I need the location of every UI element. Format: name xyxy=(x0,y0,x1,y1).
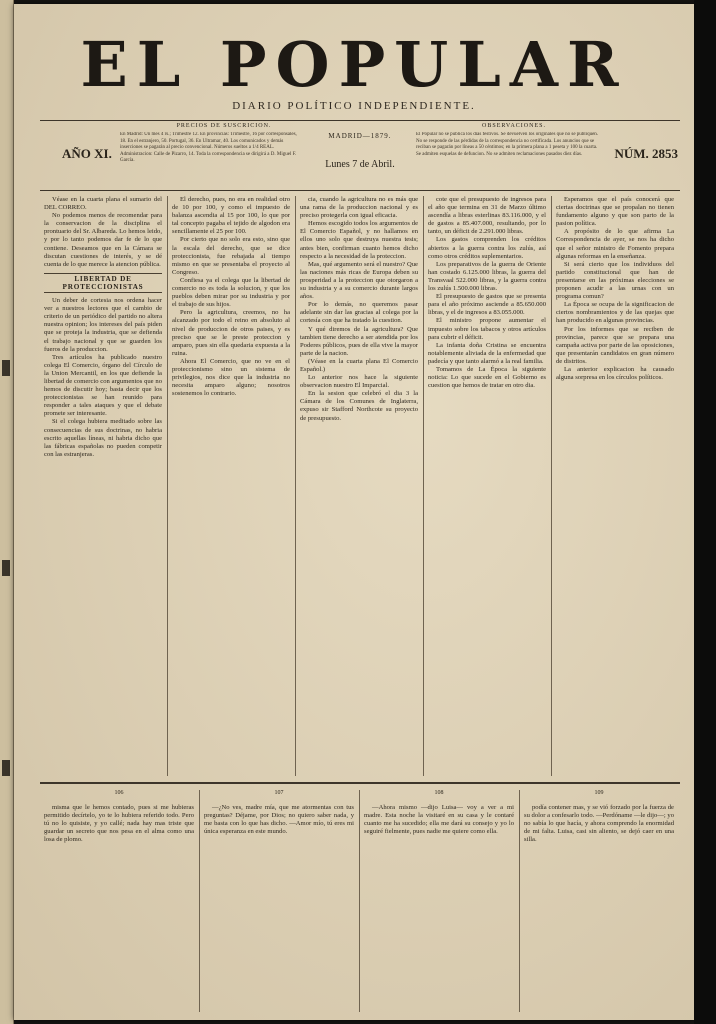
column-divider xyxy=(359,790,360,1012)
observations-text: El Popular no se publica los días festivos. Se devuelven los originales que no se publiquen. No se responde de las pérdidas de la correspondencia no certificada. Los anuncios que se reciban se pagarán por líneas a 50 céntimos; en la primera plana a 1 peseta y 100 la cuarta. Se admiten esquelas de defuncion. No se admiten reclamaciones pasados diez días. xyxy=(416,132,599,157)
masthead-title: EL POPULAR xyxy=(80,28,628,101)
article-paragraph: Si el colega hubiera meditado sobre las consecuencias de sus doctrinas, no habria escrito aquellas líneas, ni habria dicho que las fábricas españolas no pueden competir con las estranjeras. xyxy=(44,418,162,458)
folletin-page-number: 109 xyxy=(594,790,604,796)
article-paragraph: El derecho, pues, no era en realidad otro de 10 por 100, y como el impuesto de balanza ascendia al 15 por 100, lo que por tal concepto pagaba el tejido de algodon era sencillamente el 25 por 100. xyxy=(172,196,290,236)
column-divider xyxy=(519,790,520,1012)
article-paragraph: Lo anterior nos hace la siguiente observacion nuestro El Imparcial. xyxy=(300,374,418,390)
news-column-4 xyxy=(428,196,546,776)
previous-page-edge xyxy=(0,0,14,1024)
folletin-paragraph: —Ahora mismo —dijo Luisa— voy a ver a mi madre. Esta noche la visitaré en su casa y le contaré cuanto me ha sucedido; ella me dará su consejo y yo lo seguiré fielmente, pues nadie me quiere como ella. xyxy=(364,804,514,836)
issue-number: NÚM. 2853 xyxy=(614,146,678,161)
folletin-page-number: 107 xyxy=(274,790,284,796)
article-paragraph: Véase en la cuarta plana el sumario del DEL CORREO. xyxy=(44,196,162,212)
article-paragraph: cia, cuando la agricultura no es más que una rama de la produccion nacional y es preciso protegerla con igual eficacia. xyxy=(300,196,418,220)
year-label: AÑO XI. xyxy=(62,146,112,161)
columns-top-rule xyxy=(40,190,680,191)
folletin-page-number: 108 xyxy=(434,790,444,796)
column-divider xyxy=(199,790,200,1012)
news-column-2 xyxy=(172,196,290,776)
article-paragraph: La Época se ocupa de la significacion de ciertos nombramientos y de las quejas que han producido en algunas provincias. xyxy=(556,301,674,325)
news-column-1 xyxy=(44,196,162,776)
masthead-subtitle: DIARIO POLÍTICO INDEPENDIENTE. xyxy=(232,100,476,112)
place-year: MADRID—1879. xyxy=(328,132,392,140)
article-paragraph: Y qué diremos de la agricultura? Que tambien tiene derecho a ser atendida por los Poderes públicos, pues de ella vive la mayor parte de la nacion. xyxy=(300,325,418,357)
section-title: LIBERTAD DE PROTECCIONISTAS xyxy=(44,273,162,293)
article-paragraph: Esperamos que el país conocerá que ciertas doctrinas que se propalan no tienen fundamento alguno y que son parto de la pasion política. xyxy=(556,196,674,228)
article-paragraph: Si será cierto que los individuos del partido constitucional que han de presentarse en las próximas elecciones se proponen acudir a las urnas con un programa comun? xyxy=(556,260,674,301)
viewer-edge xyxy=(694,0,716,1024)
article-paragraph: Los preparativos de la guerra de Oriente han costado 6.125.000 libras, la guerra del Transvaal 522.000 libras, y la guerra contra los zulús 1.500.000 libras. xyxy=(428,260,546,293)
article-paragraph: Los gastos comprenden los créditos abiertos a la guerra contra los zulús, así como otros créditos suplementarios. xyxy=(428,236,546,260)
binding-mark xyxy=(2,760,10,776)
article-paragraph: (Véase en la cuarta plana El Comercio Español.) xyxy=(300,357,418,373)
news-column-5 xyxy=(556,196,674,776)
folletin-column-4 xyxy=(524,804,674,1014)
subscription-heading: PRECIOS DE SUSCRICION. xyxy=(176,123,272,129)
article-paragraph: La anterior explicacion ha causado alguna sorpresa en los círculos políticos. xyxy=(556,365,674,382)
issue-date: Lunes 7 de Abril. xyxy=(325,159,395,170)
article-paragraph: El presupuesto de gastos que se presenta para el año próximo asciende a 85.650.000 libras, y el de ingresos a 83.055.000. xyxy=(428,293,546,317)
article-paragraph: Tres artículos ha publicado nuestro colega El Comercio, órgano del Círculo de la Union Mercantil, en los que defiende la libertad de comercio con argumentos que no hemos de discutir hoy; basta decir que los proteccionistas se han reunido para responder a tales ataques y que el debate promete ser interesante. xyxy=(44,353,162,418)
article-paragraph: Por cierto que no solo era esto, sino que la escala del derecho, que se dice proteccionista, fue rebajada al tiempo mismo en que se presentaba el proyecto al Congreso. xyxy=(172,236,290,276)
folletin-paragraph: misma que le hemos contado, pues si me hubieras permitido decírtelo, yo te lo hubiera referido todo. Pero tú no lo quisiste, y yo callé; nada hay mas triste que guardar un secreto que nos pesa en el alma como una losa de plomo. xyxy=(44,804,194,844)
folletin-column-1 xyxy=(44,804,194,1014)
news-column-3 xyxy=(300,196,418,776)
folletin-paragraph: —¿No ves, madre mía, que me atormentas con tus preguntas? Déjame, por Dios; no quiero saber nada, y me basta con lo que has dicho. —Amor mío, tú eres mi única esperanza en este mundo. xyxy=(204,804,354,836)
article-paragraph: Ahora El Comercio, que no ve en el proteccionismo sino un sistema de privilegios, nos dice que la industria no necesita amparo alguno; nosotros sostenemos lo contrario. xyxy=(172,357,290,398)
article-paragraph: No podemos menos de recomendar para la conservacion de la disciplina el prontuario del Sr. Albareda. Lo hemos leido, y por lo tanto podemos dar fe de lo que contiene. Deseamos que en la Cámara se discutan cuestiones de interés, y se dé cuenta de lo que merece la atencion pública. xyxy=(44,212,162,268)
subscription-prices: En Madrid: Un mes 4 rs.; Trimestre 12. En provincias: Trimestre, 16 por corresponsales, 18. En el estranjero, 50. Portugal, 36. En Ultramar, 40. Los comunicados y demás inserciones se pagarán al precio convencional. Números sueltos a 1/4 REAL. Administracion: Calle de Pizarro, 14. Toda la correspondencia se dirigirá a D. Miguel F. García. xyxy=(120,132,297,163)
article-paragraph: Confiesa ya el colega que la libertad de comercio no es toda la solucion, y que los pueblos deben mirar por su industria y por el trabajo de sus hijos. xyxy=(172,276,290,309)
newspaper-page xyxy=(14,4,694,1020)
article-paragraph: Pero la agricultura, creemos, no ha alcanzado por todo el reino en absoluto al nivel de produccion de otros paises, y es preciso que se le preste proteccion y amparo, pues sin ella quedaria expuesta a la ruina. xyxy=(172,309,290,357)
article-paragraph: La infanta doña Cristina se encuentra notablemente aliviada de la enfermedad que padecía y que tanto alarmó a la real familia. xyxy=(428,341,546,365)
binding-mark xyxy=(2,360,10,376)
article-paragraph: Por lo demás, no queremos pasar adelante sin dar las gracias al colega por la cortesía con que ha tratado la cuestion. xyxy=(300,301,418,325)
folletin-paragraph: podía contener mas, y se vió forzado por la fuerza de su dolor a confesarlo todo. —Perdóname —le dijo—; yo no sabía lo que hacía, y ahora comprendo la enormidad de mi falta. Luisa, casi sin aliento, se dejó caer en una silla. xyxy=(524,804,674,844)
observations-heading: OBSERVACIONES. xyxy=(482,123,546,129)
binding-mark xyxy=(2,560,10,576)
header-rule xyxy=(40,120,680,121)
article-paragraph: Por los informes que se reciben de provincias, parece que se prepara una campaña activa por parte de las oposiciones, que presentarán candidatos en gran número de distritos. xyxy=(556,325,674,365)
article-paragraph: Tomamos de La Época la siguiente noticia: Lo que sucede en el Gobierno es cuestion que hemos de tratar en otro dia. xyxy=(428,365,546,390)
column-divider xyxy=(295,196,296,776)
article-paragraph: En la sesion que celebró el dia 3 la Cámara de los Comunes de Inglaterra, expuso sir Stafford Northcote su proyecto de presupuesto. xyxy=(300,390,418,422)
column-divider xyxy=(551,196,552,776)
column-divider xyxy=(167,196,168,776)
article-paragraph: cote que el presupuesto de ingresos para el año que termina en 31 de Marzo último ascendía a libras esterlinas 83.116.000, y el de gastos a 85.407.000, resultando, por lo tanto, un déficit de 2.291.000 libras. xyxy=(428,196,546,236)
article-paragraph: Mas, qué argumento será el nuestro? Que las naciones más ricas de Europa deben su prosperidad a la proteccion que otorgaron a su industria y a su comercio durante largos años. xyxy=(300,260,418,301)
folletin-column-2 xyxy=(204,804,354,1014)
article-paragraph: Hemos escogido todos los argumentos de El Comercio Español, y no hallamos en ellos uno solo que destruya nuestra tesis; antes bien, confirman cuanto hemos dicho respecto a la necesidad de la proteccion. xyxy=(300,220,418,260)
column-divider xyxy=(423,196,424,776)
folletin-column-3 xyxy=(364,804,514,1014)
article-paragraph: El ministro propone aumentar el impuesto sobre los tabacos y otros artículos para cubrir el déficit. xyxy=(428,317,546,341)
article-paragraph: Un deber de cortesia nos ordena hacer ver a nuestros lectores que el cambio de criterio de un periódico del partido no altera nuestra opinion; los intereses del país piden que se proteja la industria, que se defienda el trabajo nacional y que se guarden los fueros de la produccion. xyxy=(44,297,162,353)
folletin-rule xyxy=(40,782,680,784)
folletin-page-number: 106 xyxy=(114,790,124,796)
article-paragraph: A propósito de lo que afirma La Correspondencia de ayer, se nos ha dicho que el señor ministro de Fomento prepara algunas reformas en la enseñanza. xyxy=(556,228,674,260)
